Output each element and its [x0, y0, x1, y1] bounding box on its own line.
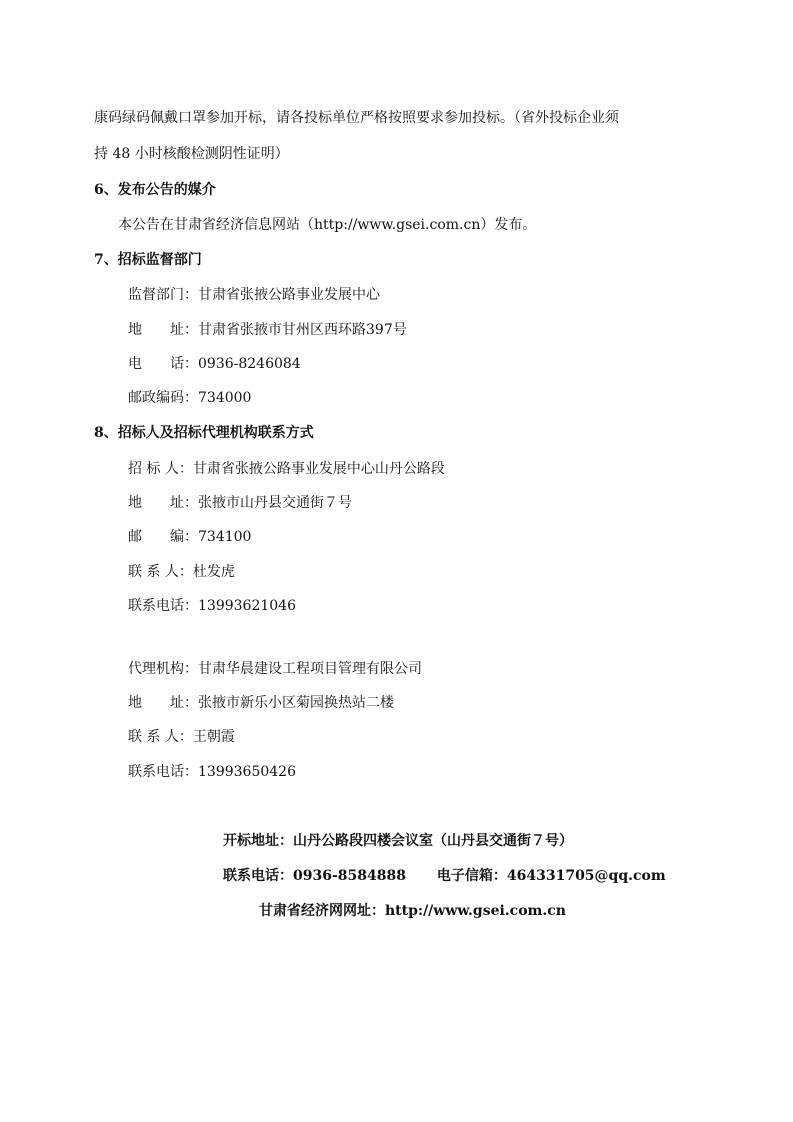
tenderer-postcode-value: 734100: [198, 529, 252, 545]
intro-line-2: 持 48 小时核酸检测阴性证明）: [94, 146, 289, 162]
tenderer-name-value: 甘肃省张掖公路事业发展中心山丹公路段: [192, 461, 445, 477]
agency-contact-row: [128, 728, 235, 746]
tenderer-contact-value: 杜发虎: [192, 564, 235, 580]
footer-phone: 联系电话：0936-8584888: [223, 868, 406, 884]
tenderer-contact-row: [128, 563, 235, 581]
footer-venue: 开标地址：山丹公路段四楼会议室（山丹县交通街７号）: [223, 833, 573, 849]
supervision-address-label: 地 址：: [128, 322, 198, 338]
agency-name-row: [128, 660, 422, 678]
footer-email: 电子信箱：464331705@qq.com: [436, 868, 666, 884]
tenderer-name-row: [128, 460, 445, 478]
section-7-heading: 7、招标监督部门: [94, 252, 202, 268]
supervision-address-row: [128, 321, 407, 339]
agency-contact-label: 联 系 人：: [128, 729, 193, 745]
tenderer-name-label: 招 标 人：: [128, 461, 193, 477]
agency-tel-label: 联系电话：: [128, 764, 198, 780]
tenderer-address-label: 地 址：: [128, 495, 198, 511]
supervision-address-value: 甘肃省张掖市甘州区西环路397号: [198, 322, 407, 338]
supervision-dept-row: [128, 286, 380, 304]
supervision-dept-value: 甘肃省张掖公路事业发展中心: [198, 287, 380, 303]
agency-name-value: 甘肃华晨建设工程项目管理有限公司: [198, 661, 422, 677]
supervision-postcode-row: [128, 389, 251, 407]
supervision-postcode-value: 734000: [198, 390, 252, 406]
supervision-tel-row: [128, 355, 301, 373]
agency-contact-value: 王朝霞: [192, 729, 235, 745]
tenderer-contact-label: 联 系 人：: [128, 564, 193, 580]
supervision-postcode-label: 邮政编码：: [128, 390, 198, 406]
footer-contact-row: [223, 867, 666, 885]
tenderer-address-value: 张掖市山丹县交通街７号: [198, 495, 352, 511]
agency-address-value: 张掖市新乐小区菊园换热站二楼: [198, 695, 394, 711]
agency-name-label: 代理机构：: [128, 661, 198, 677]
intro-line-1: 康码绿码佩戴口罩参加开标，请各投标单位严格按照要求参加投标。（省外投标企业须: [94, 110, 619, 126]
tenderer-tel-label: 联系电话：: [128, 598, 198, 614]
tenderer-address-row: [128, 494, 352, 512]
tenderer-postcode-label: 邮 编：: [128, 529, 198, 545]
section-8-heading: 8、招标人及招标代理机构联系方式: [94, 425, 314, 441]
tenderer-postcode-row: [128, 528, 251, 546]
tenderer-tel-row: [128, 597, 296, 615]
section-6-heading: 6、发布公告的媒介: [94, 182, 216, 198]
agency-address-row: [128, 694, 394, 712]
supervision-tel-label: 电 话：: [128, 356, 198, 372]
footer-website: 甘肃省经济网网址：http://www.gsei.com.cn: [259, 903, 566, 919]
agency-address-label: 地 址：: [128, 695, 198, 711]
tenderer-tel-value: 13993621046: [198, 598, 296, 614]
agency-tel-row: [128, 763, 296, 781]
section-6-text: 本公告在甘肃省经济信息网站（http://www.gsei.com.cn）发布。: [118, 217, 537, 233]
agency-tel-value: 13993650426: [198, 764, 296, 780]
supervision-tel-value: 0936-8246084: [198, 356, 301, 372]
supervision-dept-label: 监督部门：: [128, 287, 198, 303]
